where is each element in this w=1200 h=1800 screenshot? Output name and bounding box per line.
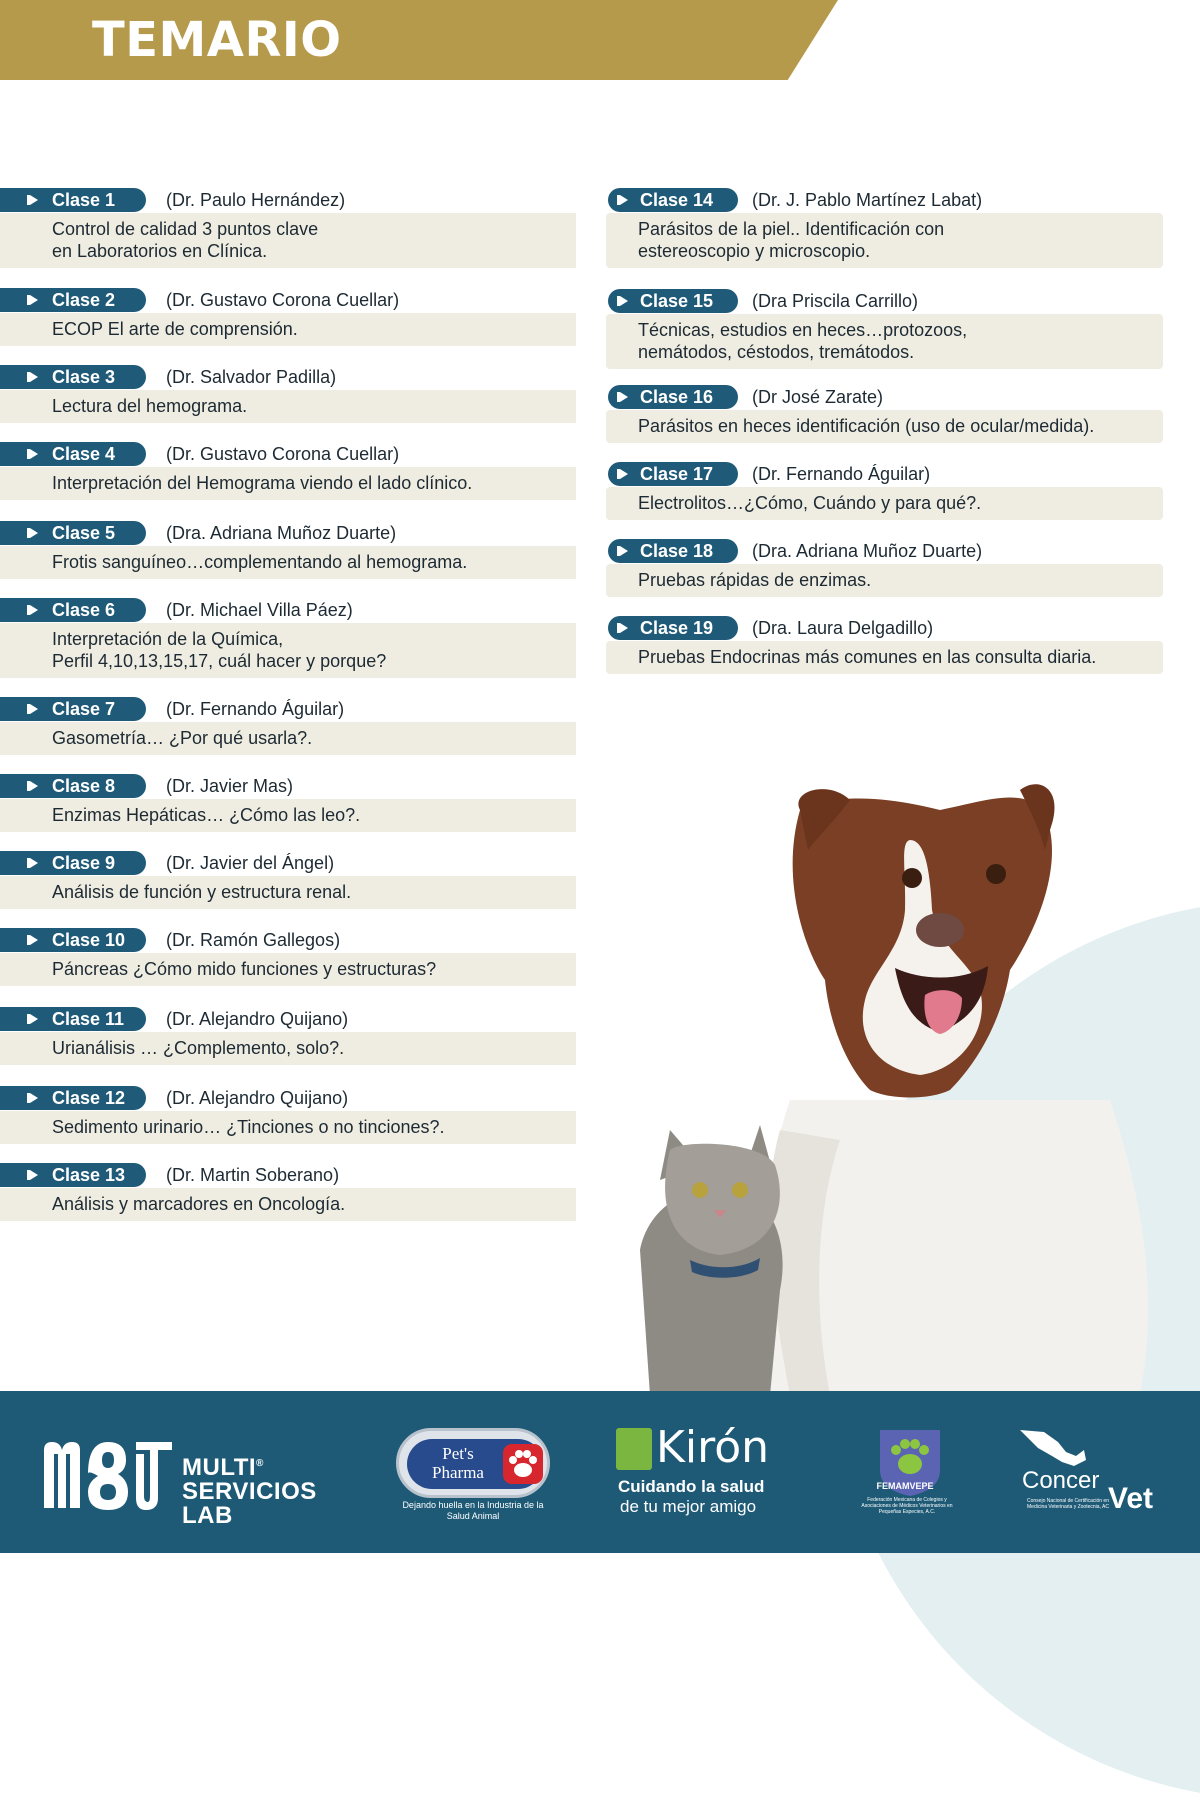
clase-label [0,598,146,622]
paw-icon [503,1444,543,1484]
clase-header [606,188,1163,212]
clase-header [0,521,576,545]
clase-label [0,288,146,312]
clase-header [606,616,1163,640]
clase-label-text: Clase 1 [52,190,116,210]
clase-professor: (Dr. J. Pablo Martínez Labat) [752,190,983,210]
clase-label-text: Clase 16 [640,387,714,407]
clase-label-text: Clase 11 [52,1009,125,1029]
clase-label-text: Clase 8 [52,776,116,796]
clase-label-text: Clase 7 [52,699,116,719]
clase-label [0,928,146,952]
clase-topic: Electrolitos…¿Cómo, Cuándo y para qué?. [606,487,1163,520]
play-arrow-icon [30,781,38,791]
pets-pharma-logo: Pet's Pharma [396,1428,550,1498]
clase-professor: (Dr. Fernando Águilar) [166,699,345,719]
play-arrow-icon [30,449,38,459]
clase-header [0,774,576,798]
clase-header [0,442,576,466]
clase-header [606,385,1163,409]
clase-label-text: Clase 13 [52,1165,126,1185]
clase-header [606,539,1163,563]
clase-item [0,1163,576,1221]
clase-item [0,1086,576,1144]
clase-professor: (Dr. Javier del Ángel) [166,853,335,873]
play-arrow-icon [30,935,38,945]
clase-label [608,616,738,640]
kiron-tagline-1: Cuidando la salud [618,1477,765,1496]
clase-topic: ECOP El arte de comprensión. [0,313,576,346]
clase-topic: Enzimas Hepáticas… ¿Cómo las leo?. [0,799,576,832]
clase-item [606,188,1163,268]
concervet-logo-vet: Vet [1108,1482,1154,1515]
clase-header [0,598,576,622]
page-title: TEMARIO [92,12,342,68]
kiron-logo-text: Kirón [656,1422,770,1473]
clase-label [0,442,146,466]
clase-professor: (Dr. Salvador Padilla) [166,367,337,387]
femamvepe-subtitle: Federación Mexicana de Colegios y Asociaciones de Médicos Veterinarios en Pequeñas Especies, A.C. [861,1497,953,1515]
clase-item [0,697,576,755]
kiron-tagline-2: de tu mejor amigo [620,1497,757,1516]
clase-label [608,289,738,313]
clase-topic: Urianálisis … ¿Complemento, solo?. [0,1032,576,1065]
clase-topic: Parásitos en heces identificación (uso de ocular/medida). [606,410,1163,443]
clase-header [0,365,576,389]
play-arrow-icon [620,546,628,556]
clase-item [0,188,576,268]
clase-label [608,462,738,486]
play-arrow-icon [30,1014,38,1024]
clase-professor: (Dr. Gustavo Corona Cuellar) [166,290,400,310]
clase-topic: Análisis de función y estructura renal. [0,876,576,909]
clase-topic: Interpretación del Hemograma viendo el lado clínico. [0,467,576,500]
concervet-logo-text: Concer [1022,1467,1100,1494]
clase-label [0,697,146,721]
play-arrow-icon [30,195,38,205]
clase-professor: (Dr. Alejandro Quijano) [166,1088,349,1108]
clase-label-text: Clase 5 [52,523,116,543]
clase-label [0,774,146,798]
clase-professor: (Dra. Adriana Muñoz Duarte) [166,523,397,543]
clase-item [0,365,576,423]
clase-topic: Interpretación de la Química, Perfil 4,10,13,15,17, cuál hacer y porque? [0,623,576,678]
play-arrow-icon [30,704,38,714]
clase-topic: Análisis y marcadores en Oncología. [0,1188,576,1221]
clase-professor: (Dra Priscila Carrillo) [752,291,919,311]
clase-label-text: Clase 19 [640,618,714,638]
clase-professor: (Dr. Michael Villa Páez) [166,600,353,620]
clase-professor: (Dra. Laura Delgadillo) [752,618,934,638]
clase-header [0,188,576,212]
clase-label-text: Clase 18 [640,541,714,561]
play-arrow-icon [620,623,628,633]
clase-item [0,774,576,832]
clase-professor: (Dr José Zarate) [752,387,884,407]
multiservicios-logo-text: MULTI® SERVICIOS LAB [182,1454,317,1529]
clase-label-text: Clase 4 [52,444,116,464]
clase-topic: Control de calidad 3 puntos clave en Laboratorios en Clínica. [0,213,576,268]
clase-professor: (Dr. Ramón Gallegos) [166,930,341,950]
play-arrow-icon [620,469,628,479]
clase-professor: (Dra. Adriana Muñoz Duarte) [752,541,983,561]
clase-header [0,697,576,721]
clase-label [0,1007,146,1031]
pets-pharma-tagline: Dejando huella en la Industria de la Salud Animal [402,1500,544,1521]
clase-label [0,188,146,212]
clase-label-text: Clase 12 [52,1088,126,1108]
dog-and-cat-image [640,770,1200,1395]
clase-item [0,851,576,909]
femamvepe-logo-text: FEMAMVEPE [876,1481,934,1491]
clase-item [0,521,576,579]
clase-label [608,539,738,563]
clases-column-left [0,188,576,1221]
clase-topic: Pruebas rápidas de enzimas. [606,564,1163,597]
clase-label [0,851,146,875]
mexico-map-icon [1018,1426,1088,1470]
clase-label [0,521,146,545]
clase-topic: Frotis sanguíneo…complementando al hemograma. [0,546,576,579]
clase-professor: (Dr. Alejandro Quijano) [166,1009,349,1029]
play-arrow-icon [620,296,628,306]
clase-label [608,385,738,409]
play-arrow-icon [30,605,38,615]
play-arrow-icon [620,392,628,402]
clase-label [608,188,738,212]
clase-item [606,462,1163,520]
play-arrow-icon [30,372,38,382]
play-arrow-icon [30,858,38,868]
clase-header [606,289,1163,313]
footer-band [0,1391,1200,1553]
clase-topic: Parásitos de la piel.. Identificación con estereoscopio y microscopio. [606,213,1163,268]
clase-topic: Gasometría… ¿Por qué usarla?. [0,722,576,755]
play-arrow-icon [620,195,628,205]
clase-item [0,928,576,986]
clase-item [606,539,1163,597]
clase-label-text: Clase 2 [52,290,116,310]
play-arrow-icon [30,1170,38,1180]
clase-header [0,288,576,312]
clase-professor: (Dr. Martin Soberano) [166,1165,340,1185]
clases-column-right [606,188,1163,674]
clase-topic: Lectura del hemograma. [0,390,576,423]
play-arrow-icon [30,295,38,305]
clase-item [0,288,576,346]
play-arrow-icon [30,528,38,538]
clase-label-text: Clase 10 [52,930,126,950]
clase-item [606,289,1163,369]
clase-label-text: Clase 17 [640,464,714,484]
concervet-subtitle: Consejo Nacional de Certificación en Medicina Veterinaria y Zootecnia, AC [1027,1498,1109,1510]
kiron-logo-mark [616,1428,652,1470]
play-arrow-icon [30,1093,38,1103]
clase-label-text: Clase 6 [52,600,116,620]
clase-item [0,598,576,678]
clase-header [606,462,1163,486]
clase-topic: Páncreas ¿Cómo mido funciones y estructuras? [0,953,576,986]
clase-label-text: Clase 9 [52,853,116,873]
clase-label [0,1086,146,1110]
clase-topic: Sedimento urinario… ¿Tinciones o no tinciones?. [0,1111,576,1144]
clase-item [606,385,1163,443]
clase-item [0,1007,576,1065]
clase-topic: Pruebas Endocrinas más comunes en las consulta diaria. [606,641,1163,674]
clase-item [606,616,1163,674]
clase-item [0,442,576,500]
clase-header [0,1007,576,1031]
clase-topic: Técnicas, estudios en heces…protozoos, nemátodos, céstodos, tremátodos. [606,314,1163,369]
clase-label-text: Clase 14 [640,190,714,210]
clase-header [0,928,576,952]
clase-label-text: Clase 15 [640,291,714,311]
clase-professor: (Dr. Fernando Águilar) [752,464,931,484]
clase-professor: (Dr. Javier Mas) [166,776,294,796]
multiservicios-logo-mark [40,1438,172,1512]
clase-professor: (Dr. Paulo Hernández) [166,190,346,210]
clase-label-text: Clase 3 [52,367,116,387]
clase-professor: (Dr. Gustavo Corona Cuellar) [166,444,400,464]
clase-header [0,1086,576,1110]
clase-label [0,1163,146,1187]
clase-label [0,365,146,389]
clase-header [0,851,576,875]
clase-header [0,1163,576,1187]
